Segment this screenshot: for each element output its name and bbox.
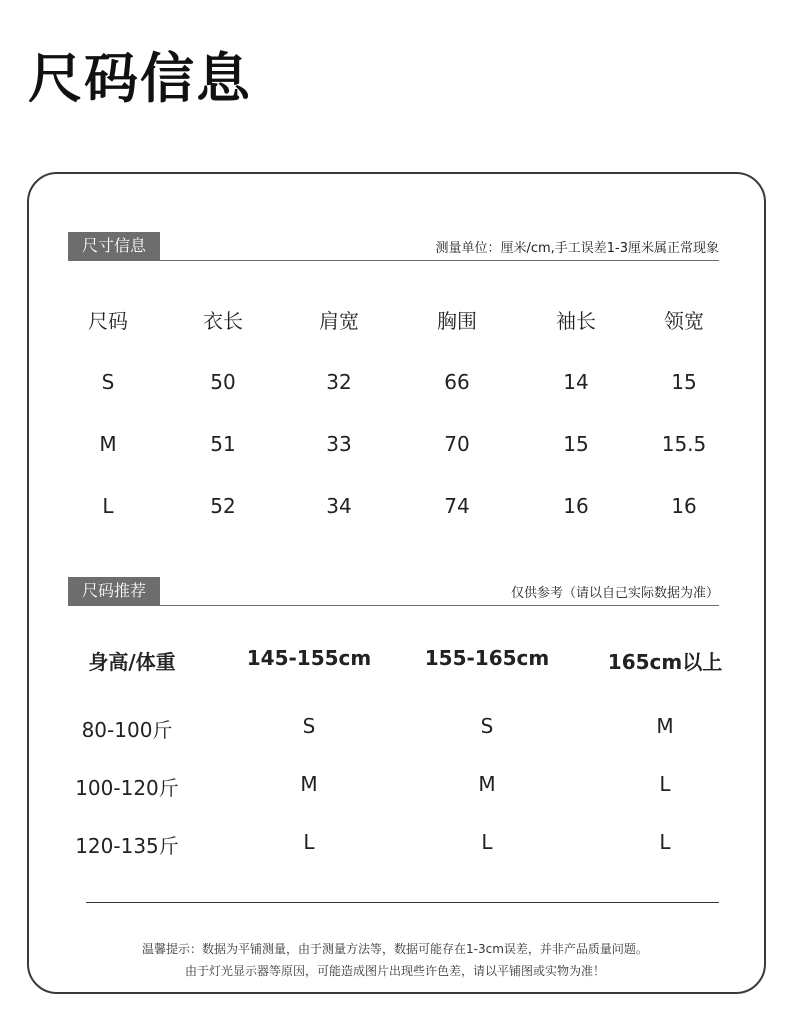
- table-cell: 34: [326, 494, 352, 518]
- size-info-header-cell: 衣长: [203, 309, 243, 333]
- table-cell: M: [300, 772, 318, 796]
- table-cell: 100-120斤: [75, 776, 179, 800]
- table-cell: 51: [210, 432, 236, 456]
- table-cell: 74: [444, 494, 470, 518]
- table-cell: 50: [210, 370, 236, 394]
- table-cell: 70: [444, 432, 470, 456]
- size-info-header-cell: 肩宽: [319, 309, 359, 333]
- table-cell: 32: [326, 370, 352, 394]
- size-recommend-note: 仅供参考（请以自己实际数据为准）: [510, 586, 719, 601]
- table-cell: 15: [563, 432, 589, 456]
- size-recommend-header-cell: 145-155cm: [246, 646, 372, 670]
- tip-line-2: 由于灯光显示器等原因，可能造成图片出现些许色差，请以平铺图或实物为准！: [184, 964, 605, 978]
- size-info-header-cell: 袖长: [556, 309, 596, 333]
- size-info-header-cell: 领宽: [664, 309, 704, 333]
- table-cell: 52: [210, 494, 236, 518]
- table-cell: 120-135斤: [75, 834, 179, 858]
- size-info-header-cell: 胸围: [437, 309, 477, 333]
- table-cell: S: [101, 370, 115, 394]
- table-cell: 14: [563, 370, 589, 394]
- table-cell: 16: [563, 494, 589, 518]
- size-recommend-header: [68, 577, 719, 606]
- divider: [86, 902, 719, 903]
- size-recommend-header-cell: 165cm以上: [607, 650, 723, 674]
- table-cell: M: [656, 714, 674, 738]
- size-recommend-header-cell: 身高/体重: [88, 650, 176, 674]
- table-cell: S: [302, 714, 316, 738]
- size-recommend-tag: 尺码推荐: [68, 577, 160, 605]
- table-cell: 15.5: [661, 432, 707, 456]
- table-cell: 16: [671, 494, 697, 518]
- table-cell: 33: [326, 432, 352, 456]
- table-cell: L: [659, 830, 671, 854]
- size-info-tag: 尺寸信息: [68, 232, 160, 260]
- size-info-header-cell: 尺码: [88, 309, 128, 333]
- tip-line-1: 温馨提示：数据为平铺测量，由于测量方法等，数据可能存在1-3cm误差，并非产品质量问题。: [142, 942, 648, 956]
- size-info-note: 测量单位：厘米/cm,手工误差1-3厘米属正常现象: [435, 241, 719, 256]
- table-cell: M: [99, 432, 117, 456]
- table-cell: 80-100斤: [81, 718, 173, 742]
- table-cell: 15: [671, 370, 697, 394]
- table-cell: L: [659, 772, 671, 796]
- table-cell: S: [480, 714, 494, 738]
- size-recommend-header-cell: 155-165cm: [424, 646, 550, 670]
- table-cell: L: [102, 494, 114, 518]
- size-info-header: [68, 232, 719, 261]
- page-title: 尺码信息: [28, 47, 252, 110]
- table-cell: L: [303, 830, 315, 854]
- table-cell: 66: [444, 370, 470, 394]
- table-cell: M: [478, 772, 496, 796]
- table-cell: L: [481, 830, 493, 854]
